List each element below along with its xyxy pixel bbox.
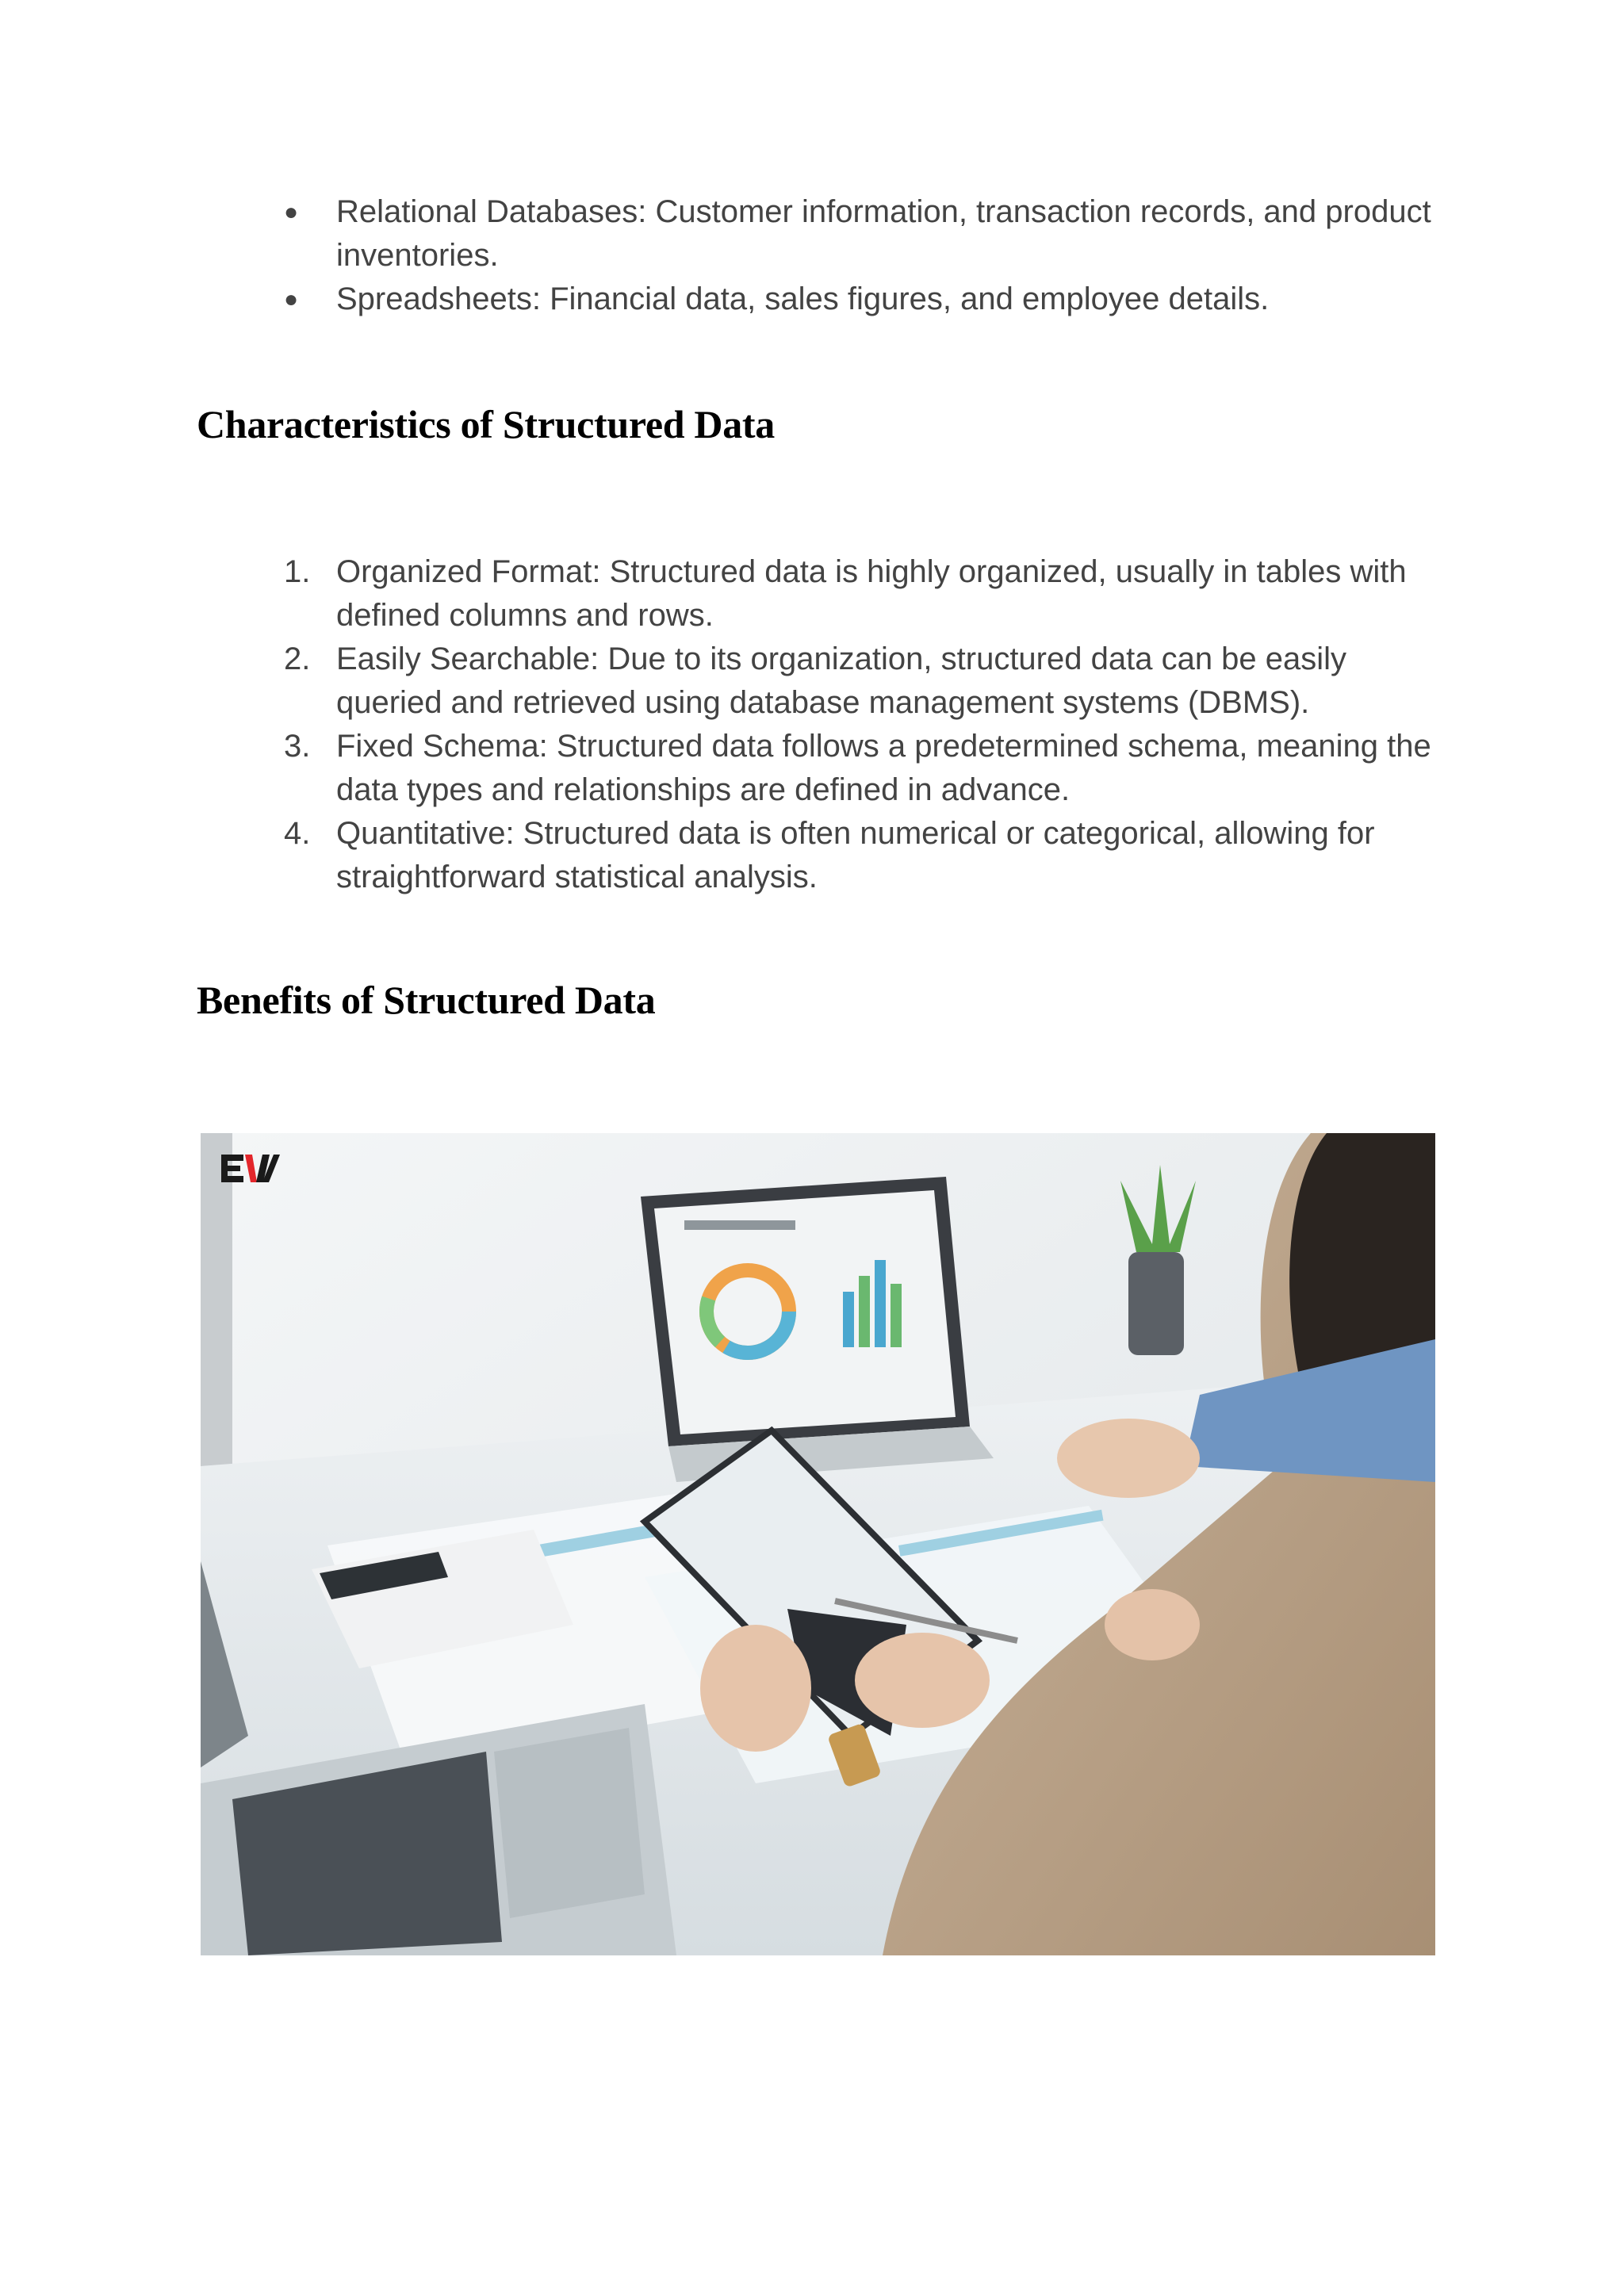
list-item-text: Easily Searchable: Due to its organization, structured data can be easily queried and retrieved using database management systems (DBMS). <box>336 641 1347 720</box>
list-item <box>284 725 1442 812</box>
list-item-text: Spreadsheets: Financial data, sales figures, and employee details. <box>336 281 1270 316</box>
list-number: 1. <box>284 554 311 589</box>
list-number: 3. <box>284 729 311 764</box>
list-item-text: Fixed Schema: Structured data follows a predetermined schema, meaning the data types and relationships are defined in advance. <box>336 729 1431 807</box>
list-item <box>284 812 1442 899</box>
bullet-icon: ● <box>284 199 299 225</box>
section-heading-characteristics: Characteristics of Structured Data <box>197 402 775 446</box>
bullet-icon: ● <box>284 286 299 312</box>
list-number: 2. <box>284 641 311 676</box>
office-data-analysis-photo <box>201 1133 1435 1955</box>
list-item <box>284 550 1442 638</box>
list-item-text: Organized Format: Structured data is highly organized, usually in tables with defined columns and rows. <box>336 554 1407 633</box>
list-item <box>284 638 1442 725</box>
bullet-list <box>284 190 1442 321</box>
list-item <box>284 278 1442 321</box>
section-heading-benefits: Benefits of Structured Data <box>197 978 656 1022</box>
list-item <box>284 190 1442 278</box>
characteristics-list <box>284 550 1442 899</box>
list-number: 4. <box>284 816 311 851</box>
list-item-text: Relational Databases: Customer information, transaction records, and product inventories. <box>336 194 1431 273</box>
list-item-text: Quantitative: Structured data is often numerical or categorical, allowing for straightforward statistical analysis. <box>336 816 1375 894</box>
